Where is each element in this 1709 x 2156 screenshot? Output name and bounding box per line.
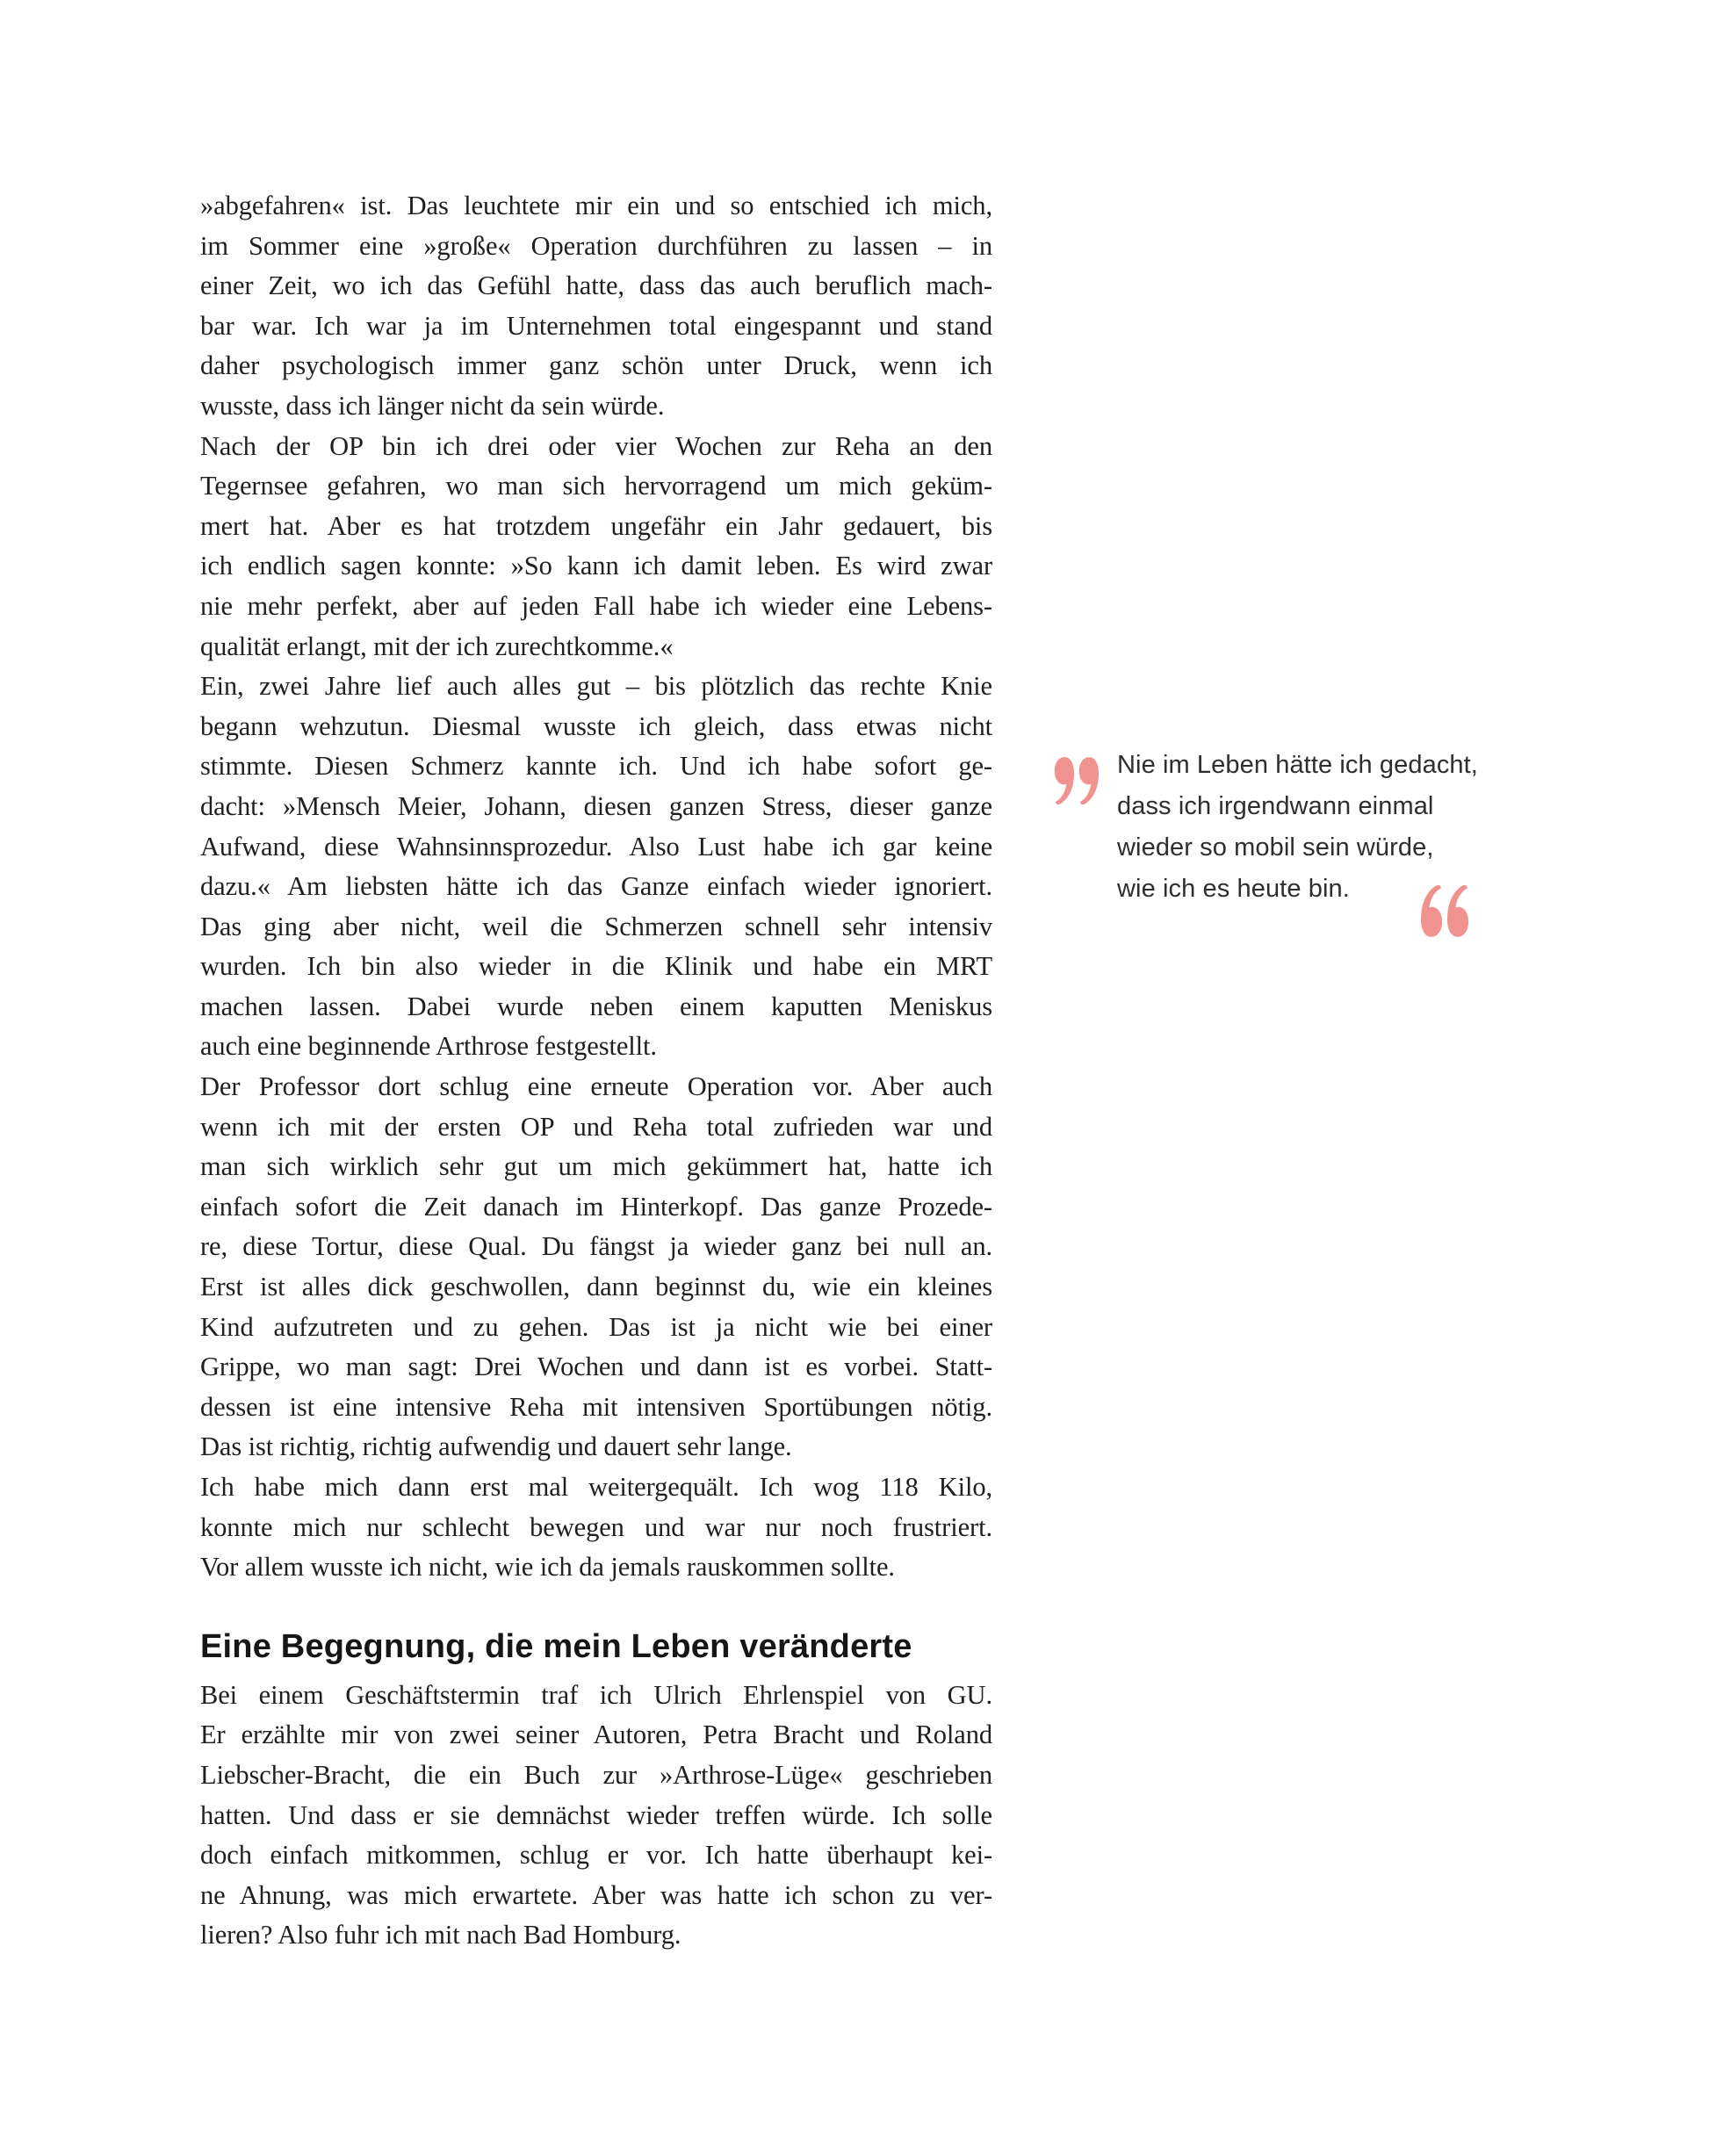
text-line: qualität erlangt, mit der ich zurechtkomme.« bbox=[200, 631, 674, 661]
text-line: lieren? Also fuhr ich mit nach Bad Homburg. bbox=[200, 1920, 681, 1950]
text-line: auch eine beginnende Arthrose festgestellt. bbox=[200, 1031, 657, 1062]
text-line: einfach sofort die Zeit danach im Hinterkopf. Das ganze Prozede- bbox=[200, 1191, 992, 1222]
text-line: Aufwand, diese Wahnsinnsprozedur. Also Lust habe ich gar keine bbox=[200, 831, 992, 862]
body-text-top bbox=[200, 186, 992, 1588]
text-line: dessen ist eine intensive Reha mit intensiven Sportübungen nötig. bbox=[200, 1391, 992, 1422]
text-line: Das ist richtig, richtig aufwendig und dauert sehr lange. bbox=[200, 1431, 792, 1462]
text-line: ich endlich sagen konnte: »So kann ich damit leben. Es wird zwar bbox=[200, 551, 992, 581]
text-line: stimmte. Diesen Schmerz kannte ich. Und ich habe sofort ge- bbox=[200, 751, 992, 782]
text-line: Nach der OP bin ich drei oder vier Wochen zur Reha an den bbox=[200, 430, 992, 461]
text-line: wenn ich mit der ersten OP und Reha total zufrieden war und bbox=[200, 1111, 992, 1142]
text-line: doch einfach mitkommen, schlug er vor. Ich hatte überhaupt kei- bbox=[200, 1840, 992, 1871]
text-line: Er erzählte mir von zwei seiner Autoren, Petra Bracht und Roland bbox=[200, 1720, 992, 1750]
section-heading: Eine Begegnung, die mein Leben veränderte bbox=[200, 1627, 912, 1665]
text-line: wurden. Ich bin also wieder in die Klinik und habe ein MRT bbox=[200, 951, 992, 982]
text-line: mert hat. Aber es hat trotzdem ungefähr ein Jahr gedauert, bis bbox=[200, 510, 992, 541]
quote-line: dass ich irgendwann einmal bbox=[1117, 792, 1434, 820]
text-line: Kind aufzutreten und zu gehen. Das ist ja nicht wie bei einer bbox=[200, 1311, 992, 1342]
text-line: man sich wirklich sehr gut um mich gekümmert hat, hatte ich bbox=[200, 1151, 992, 1182]
text-line: Erst ist alles dick geschwollen, dann beginnst du, wie ein kleines bbox=[200, 1272, 992, 1302]
text-line: nie mehr perfekt, aber auf jeden Fall habe ich wieder eine Lebens- bbox=[200, 590, 992, 621]
pull-quote bbox=[1054, 745, 1511, 910]
text-line: Vor allem wusste ich nicht, wie ich da jemals rauskommen sollte. bbox=[200, 1552, 895, 1583]
text-line: hatten. Und dass er sie demnächst wieder treffen würde. Ich solle bbox=[200, 1799, 992, 1830]
text-line: »abgefahren« ist. Das leuchtete mir ein und so entschied ich mich, bbox=[200, 191, 992, 220]
body-text-column bbox=[200, 186, 992, 1956]
quote-open-icon bbox=[1054, 756, 1099, 804]
text-line: einer Zeit, wo ich das Gefühl hatte, dass das auch beruflich mach- bbox=[200, 270, 992, 301]
text-line: Ich habe mich dann erst mal weitergequält. Ich wog 118 Kilo, bbox=[200, 1472, 992, 1502]
text-line: Liebscher-Bracht, die ein Buch zur »Arthrose-Lüge« geschrieben bbox=[200, 1759, 992, 1790]
quote-line: wieder so mobil sein würde, bbox=[1117, 833, 1434, 862]
text-line: Das ging aber nicht, weil die Schmerzen schnell sehr intensiv bbox=[200, 911, 992, 941]
text-line: re, diese Tortur, diese Qual. Du fängst ja wieder ganz bei null an. bbox=[200, 1231, 992, 1262]
quote-line: Nie im Leben hätte ich gedacht, bbox=[1117, 751, 1478, 779]
text-line: dacht: »Mensch Meier, Johann, diesen ganzen Stress, dieser ganze bbox=[200, 790, 992, 821]
quote-line: wie ich es heute bin. bbox=[1117, 875, 1350, 903]
text-line: wusste, dass ich länger nicht da sein würde. bbox=[200, 390, 665, 421]
text-line: Tegernsee gefahren, wo man sich hervorragend um mich geküm- bbox=[200, 471, 992, 501]
text-line: Der Professor dort schlug eine erneute Operation vor. Aber auch bbox=[200, 1071, 992, 1102]
text-line: im Sommer eine »große« Operation durchführen zu lassen – in bbox=[200, 230, 992, 261]
text-line: konnte mich nur schlecht bewegen und war nur noch frustriert. bbox=[200, 1511, 992, 1542]
text-line: Ein, zwei Jahre lief auch alles gut – bis plötzlich das rechte Knie bbox=[200, 671, 992, 702]
text-line: machen lassen. Dabei wurde neben einem kaputten Meniskus bbox=[200, 991, 992, 1021]
text-line: begann wehzutun. Diesmal wusste ich gleich, dass etwas nicht bbox=[200, 710, 992, 741]
text-line: daher psychologisch immer ganz schön unter Druck, wenn ich bbox=[200, 350, 992, 381]
text-line: Bei einem Geschäftstermin traf ich Ulrich Ehrlenspiel von GU. bbox=[200, 1679, 992, 1710]
body-text-bottom bbox=[200, 1676, 992, 1956]
text-line: bar war. Ich war ja im Unternehmen total eingespannt und stand bbox=[200, 310, 992, 341]
text-line: ne Ahnung, was mich erwartete. Aber was hatte ich schon zu ver- bbox=[200, 1879, 992, 1910]
quote-close-icon bbox=[1421, 885, 1469, 938]
text-line: dazu.« Am liebsten hätte ich das Ganze einfach wieder ignoriert. bbox=[200, 871, 992, 902]
text-line: Grippe, wo man sagt: Drei Wochen und dann ist es vorbei. Statt- bbox=[200, 1352, 992, 1382]
